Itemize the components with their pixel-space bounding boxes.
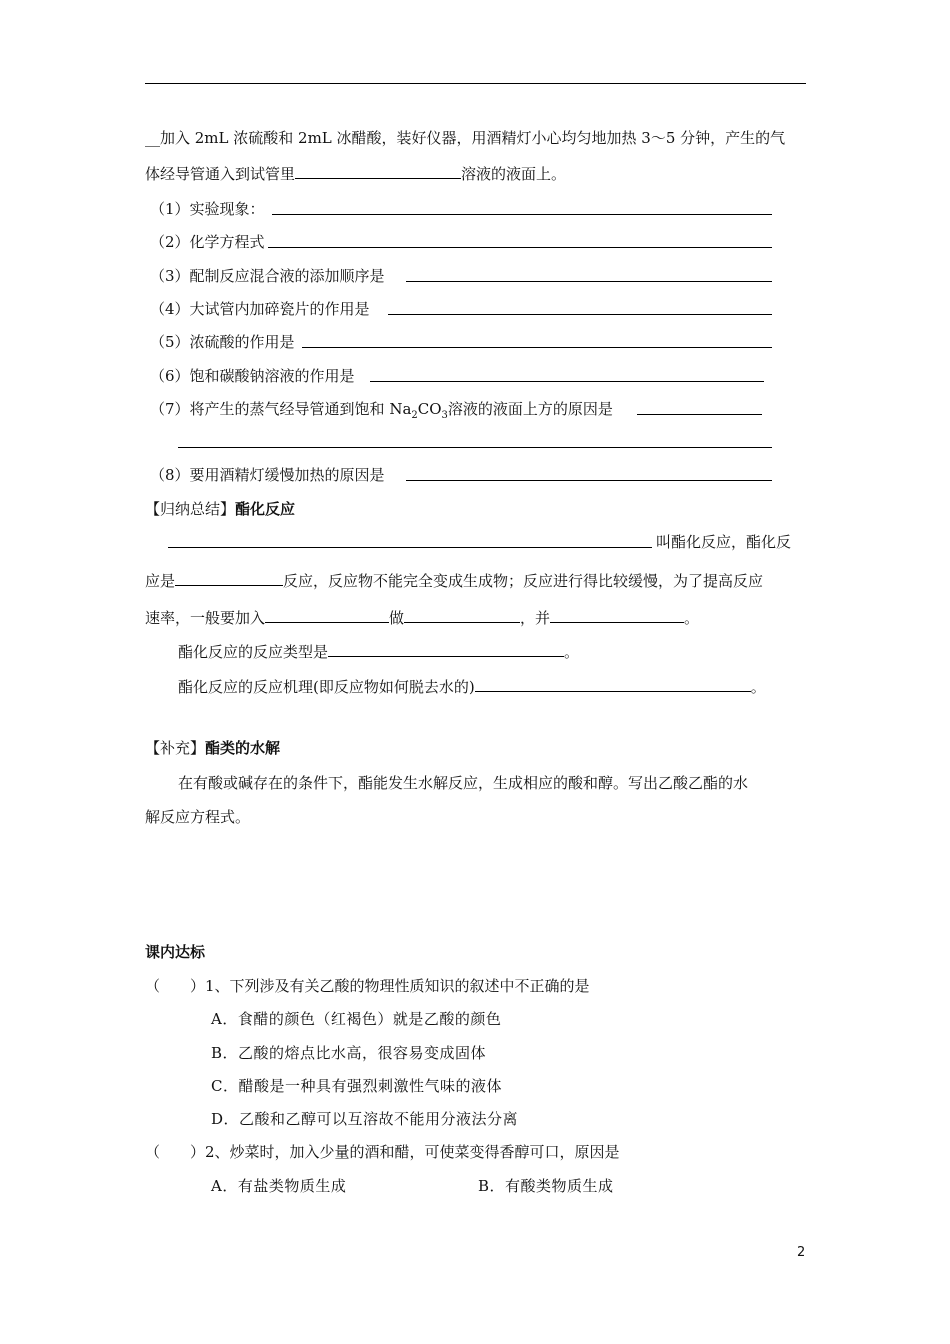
summary-line-5 — [178, 676, 766, 697]
question-text: 化学方程式 — [189, 233, 265, 251]
answer-blank[interactable] — [475, 676, 751, 692]
question-text: 溶液的液面上方的原因是 — [447, 400, 613, 418]
summary-blank-1[interactable] — [168, 547, 652, 548]
supplement-heading — [145, 738, 280, 758]
summary-heading — [145, 499, 295, 519]
supplement-bracket: 【补充】 — [145, 739, 206, 757]
answer-paren[interactable]: （ ） — [145, 977, 206, 995]
intro-line-1-text: 加入 2mL 浓硫酸和 2mL 冰醋酸，装好仪器，用酒精灯小心均匀地加热 3～5 分钟，产生的气 — [160, 129, 786, 147]
q1-option-a[interactable]: A．食醋的颜色（红褐色）就是乙酸的颜色 — [211, 1010, 502, 1028]
summary-text: 做 — [389, 609, 405, 627]
answer-line-1[interactable] — [272, 214, 772, 215]
question-2 — [150, 232, 265, 252]
question-1 — [150, 199, 265, 219]
summary-line-4 — [178, 641, 579, 662]
page-number: 2 — [797, 1245, 806, 1260]
answer-line-5[interactable] — [302, 347, 772, 348]
summary-text: 应是 — [145, 572, 176, 590]
question-number: （8） — [150, 466, 190, 484]
answer-line-2[interactable] — [268, 247, 772, 248]
subscript: 2 — [411, 410, 418, 421]
answer-paren[interactable]: （ ） — [145, 1143, 206, 1161]
summary-bracket: 【归纳总结】 — [145, 500, 236, 518]
q2-option-b[interactable]: B．有酸类物质生成 — [478, 1177, 614, 1195]
question-number: （3） — [150, 267, 190, 285]
summary-text: ，并 — [520, 609, 551, 627]
question-5 — [150, 332, 295, 352]
summary-line-3 — [145, 607, 699, 628]
summary-text: 。 — [564, 643, 580, 661]
question-text: 饱和碳酸钠溶液的作用是 — [189, 367, 355, 385]
supplement-line-2: 解反应方程式。 — [145, 808, 251, 826]
q1-option-d[interactable]: D．乙酸和乙醇可以互溶故不能用分液法分离 — [211, 1110, 519, 1128]
q1-option-b[interactable]: B．乙酸的熔点比水高，很容易变成固体 — [211, 1044, 487, 1062]
question-stem: 1、下列涉及有关乙酸的物理性质知识的叙述中不正确的是 — [205, 977, 590, 995]
intro-line-1 — [145, 128, 785, 148]
summary-line-2 — [145, 570, 763, 591]
summary-title: 酯化反应 — [235, 500, 296, 518]
question-stem: 2、炒菜时，加入少量的酒和醋，可使菜变得香醇可口，原因是 — [205, 1143, 620, 1161]
answer-blank[interactable] — [550, 607, 684, 623]
answer-line-7b[interactable] — [178, 447, 772, 448]
question-number: （7） — [150, 400, 190, 418]
header-rule — [145, 83, 806, 84]
answer-line-8[interactable] — [406, 480, 772, 481]
formula-part: CO — [417, 400, 442, 418]
intro-line-2-b: 溶液的液面上。 — [461, 165, 567, 183]
answer-blank[interactable] — [295, 163, 461, 179]
question-number: （6） — [150, 367, 190, 385]
summary-text: 酯化反应的反应类型是 — [178, 643, 329, 661]
question-text: 要用酒精灯缓慢加热的原因是 — [189, 466, 385, 484]
answer-line-6[interactable] — [370, 381, 764, 382]
question-text: 配制反应混合液的添加顺序是 — [189, 267, 385, 285]
summary-text: 酯化反应的反应机理(即反应物如何脱去水的) — [178, 678, 475, 696]
summary-text: 。 — [684, 609, 700, 627]
supplement-title: 酯类的水解 — [205, 739, 281, 757]
question-text: 浓硫酸的作用是 — [189, 333, 295, 351]
supplement-line-1: 在有酸或碱存在的条件下，酯能发生水解反应，生成相应的酸和醇。写出乙酸乙酯的水 — [178, 774, 749, 792]
question-number: （4） — [150, 300, 190, 318]
q2-option-a[interactable]: A．有盐类物质生成 — [211, 1177, 347, 1195]
question-8 — [150, 465, 385, 485]
exercise-q2 — [145, 1142, 620, 1162]
question-7 — [150, 399, 613, 419]
question-text: 大试管内加碎瓷片的作用是 — [189, 300, 370, 318]
summary-text: 速率，一般要加入 — [145, 609, 266, 627]
answer-line-4[interactable] — [388, 314, 772, 315]
exercise-title: 课内达标 — [145, 943, 206, 961]
question-number: （1） — [150, 200, 190, 218]
question-number: （2） — [150, 233, 190, 251]
q1-option-c[interactable]: C．醋酸是一种具有强烈刺激性气味的液体 — [211, 1077, 502, 1095]
question-text: 实验现象： — [189, 200, 265, 218]
answer-blank[interactable] — [175, 570, 283, 586]
exercise-q1 — [145, 976, 590, 996]
question-number: （5） — [150, 333, 190, 351]
intro-line-1-prefix: __ — [145, 129, 160, 147]
answer-blank[interactable] — [265, 607, 389, 623]
answer-blank[interactable] — [404, 607, 520, 623]
question-4 — [150, 299, 370, 319]
answer-line-3[interactable] — [406, 281, 772, 282]
answer-blank[interactable] — [328, 641, 564, 657]
summary-text: 反应，反应物不能完全变成生成物；反应进行得比较缓慢，为了提高反应 — [283, 572, 764, 590]
question-text: 将产生的蒸气经导管通到饱和 Na — [189, 400, 412, 418]
summary-line-1-end: 叫酯化反应，酯化反 — [656, 533, 792, 551]
intro-line-2-a: 体经导管通入到试管里 — [145, 165, 296, 183]
summary-text: 。 — [750, 678, 766, 696]
answer-line-7a[interactable] — [637, 414, 762, 415]
subscript: 3 — [441, 410, 448, 421]
question-3 — [150, 266, 385, 286]
intro-line-2 — [145, 163, 566, 184]
question-6 — [150, 366, 355, 386]
